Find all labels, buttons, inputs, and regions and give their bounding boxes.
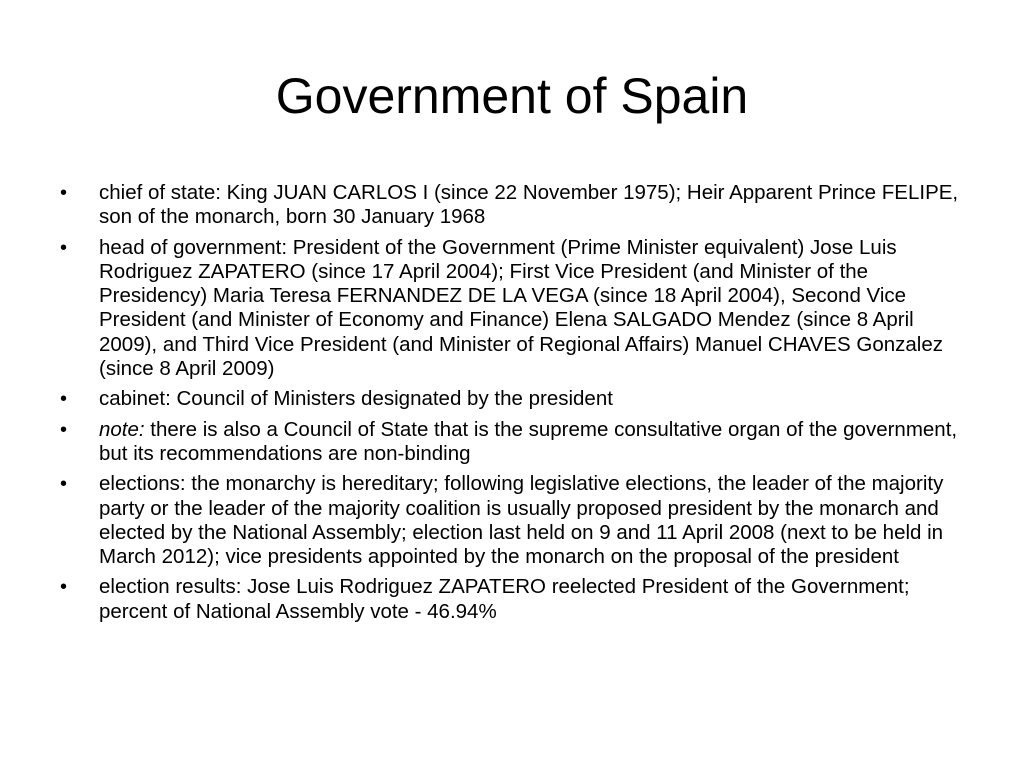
bullet-text: there is also a Council of State that is the supreme consultative organ of the government, but its recommendations are non-binding (99, 417, 958, 465)
bullet-item-head-of-government (56, 236, 976, 382)
bullet-dot-icon: • (60, 418, 68, 441)
bullet-item-chief-of-state (56, 181, 976, 230)
bullet-item-cabinet (56, 387, 976, 411)
bullet-dot-icon: • (60, 182, 68, 204)
bullet-note-label: note: (99, 417, 145, 441)
bullet-dot-icon: • (60, 236, 68, 259)
bullet-item-elections (56, 472, 976, 569)
bullet-text: cabinet: Council of Ministers designated by the president (99, 387, 613, 411)
bullet-text: chief of state: King JUAN CARLOS I (since 22 November 1975); Heir Apparent Prince FELIPE, son of the monarch, born 30 January 1968 (99, 181, 959, 229)
bullet-text: elections: the monarchy is hereditary; following legislative elections, the leader of the majority party or the leader of the majority coalition is usually proposed president by the monarch and elected by the National Assembly; election last held on 9 and 11 April 2008 (next to be held in March 2012); vice presidents appointed by the monarch on the proposal of the president (99, 472, 944, 569)
bullet-item-election-results (56, 575, 976, 624)
bullet-text: election results: Jose Luis Rodriguez ZAPATERO reelected President of the Government; percent of National Assembly vote - 46.94% (99, 575, 910, 623)
bullet-dot-icon: • (60, 473, 68, 496)
bullet-dot-icon: • (60, 388, 68, 411)
bullet-text: head of government: President of the Government (Prime Minister equivalent) Jose Luis Rodriguez ZAPATERO (since 17 April 2004); First Vice President (and Minister of the Presidency) Maria Teresa FERNANDEZ DE LA VEGA (since 18 April 2004), Second Vice President (and Minister of Economy and Finance) Elena SALGADO Mendez (since 8 April 2009), and Third Vice President (and Minister of Regional Affairs) Manuel CHAVES Gonzalez (since 8 April 2009) (99, 235, 943, 381)
slide-title: Government of Spain (275, 68, 749, 124)
bullet-dot-icon: • (60, 576, 68, 599)
bullet-item-note (56, 418, 976, 467)
bullet-list (56, 181, 976, 630)
